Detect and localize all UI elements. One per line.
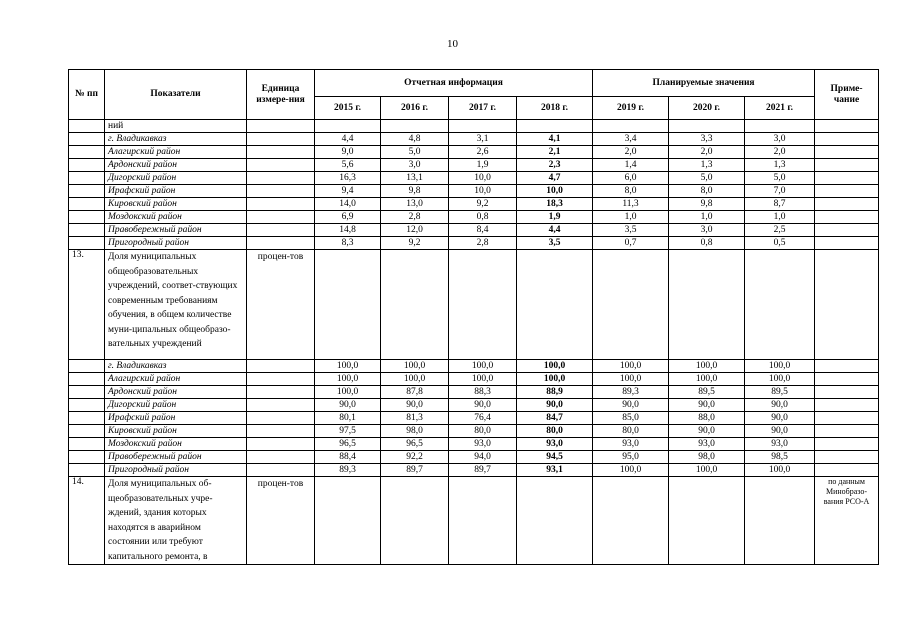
note-cell: [815, 250, 879, 360]
value-cell: 18,3: [517, 198, 593, 211]
note-cell: [815, 412, 879, 425]
unit-cell: [247, 386, 315, 399]
value-cell: 98,5: [745, 451, 815, 464]
table-row: [69, 399, 879, 412]
table-row: [69, 360, 879, 373]
value-cell: 9,0: [315, 146, 381, 159]
district-name: Алагирский район: [105, 373, 247, 386]
district-name: Дигорский район: [105, 172, 247, 185]
row-number-cell: [69, 399, 105, 412]
value-cell: 14,8: [315, 224, 381, 237]
value-cell: 10,0: [449, 185, 517, 198]
row-number-cell: [69, 386, 105, 399]
table-row: [69, 133, 879, 146]
header-year: 2021 г.: [745, 97, 815, 120]
value-cell: 1,0: [593, 211, 669, 224]
value-cell: 1,4: [593, 159, 669, 172]
value-cell: 4,4: [517, 224, 593, 237]
unit-cell: [247, 360, 315, 373]
value-cell: 1,0: [745, 211, 815, 224]
note-cell: [815, 464, 879, 477]
value-cell: 90,0: [593, 399, 669, 412]
unit-cell: процен-тов: [247, 477, 315, 565]
value-cell: 4,7: [517, 172, 593, 185]
row-number-cell: [69, 211, 105, 224]
value-cell: 100,0: [669, 360, 745, 373]
note-cell: [815, 159, 879, 172]
value-cell: 85,0: [593, 412, 669, 425]
value-cell: 90,0: [315, 399, 381, 412]
table-row: [69, 185, 879, 198]
unit-cell: [247, 146, 315, 159]
value-cell: 7,0: [745, 185, 815, 198]
value-cell: 100,0: [593, 360, 669, 373]
header-year: 2018 г.: [517, 97, 593, 120]
district-name: Ардонский район: [105, 386, 247, 399]
district-name: Правобережный район: [105, 224, 247, 237]
table-row: [69, 224, 879, 237]
note-cell: [815, 146, 879, 159]
district-name: г. Владикавказ: [105, 360, 247, 373]
unit-cell: [247, 198, 315, 211]
value-cell: 100,0: [593, 464, 669, 477]
header-year: 2020 г.: [669, 97, 745, 120]
value-cell: 100,0: [315, 386, 381, 399]
unit-cell: [247, 172, 315, 185]
value-cell: [315, 250, 381, 360]
value-cell: 100,0: [449, 373, 517, 386]
row-number-cell: [69, 451, 105, 464]
table-row: [69, 211, 879, 224]
table-row: [69, 237, 879, 250]
unit-cell: процен-тов: [247, 250, 315, 360]
value-cell: [449, 120, 517, 133]
value-cell: 88,4: [315, 451, 381, 464]
value-cell: [593, 120, 669, 133]
value-cell: 0,7: [593, 237, 669, 250]
table-row: [69, 451, 879, 464]
value-cell: 0,8: [449, 211, 517, 224]
value-cell: 13,1: [381, 172, 449, 185]
header-planned: Планируемые значения: [593, 70, 815, 97]
district-name: Правобережный район: [105, 451, 247, 464]
value-cell: 100,0: [517, 360, 593, 373]
value-cell: 90,0: [745, 425, 815, 438]
table-row: [69, 373, 879, 386]
value-cell: 89,3: [315, 464, 381, 477]
value-cell: [315, 477, 381, 565]
value-cell: 8,4: [449, 224, 517, 237]
unit-cell: [247, 451, 315, 464]
row-number-cell: [69, 185, 105, 198]
value-cell: [593, 477, 669, 565]
unit-cell: [247, 185, 315, 198]
value-cell: 100,0: [381, 373, 449, 386]
value-cell: 89,3: [593, 386, 669, 399]
value-cell: 88,9: [517, 386, 593, 399]
value-cell: 94,0: [449, 451, 517, 464]
value-cell: 100,0: [745, 360, 815, 373]
table-row: [69, 386, 879, 399]
district-name: г. Владикавказ: [105, 133, 247, 146]
district-name: Пригородный район: [105, 237, 247, 250]
value-cell: 0,5: [745, 237, 815, 250]
value-cell: 1,0: [669, 211, 745, 224]
unit-cell: [247, 211, 315, 224]
row-number-cell: [69, 159, 105, 172]
value-cell: 89,5: [669, 386, 745, 399]
value-cell: 100,0: [449, 360, 517, 373]
value-cell: 100,0: [745, 464, 815, 477]
value-cell: 81,3: [381, 412, 449, 425]
district-name: Кировский район: [105, 198, 247, 211]
value-cell: [669, 250, 745, 360]
value-cell: [517, 120, 593, 133]
district-name: Дигорский район: [105, 399, 247, 412]
value-cell: 1,9: [517, 211, 593, 224]
value-cell: [745, 250, 815, 360]
value-cell: [381, 120, 449, 133]
row-number-cell: [69, 172, 105, 185]
value-cell: 2,5: [745, 224, 815, 237]
row-number-cell: [69, 438, 105, 451]
value-cell: 100,0: [745, 373, 815, 386]
value-cell: 89,5: [745, 386, 815, 399]
value-cell: 3,1: [449, 133, 517, 146]
value-cell: 88,0: [669, 412, 745, 425]
unit-cell: [247, 412, 315, 425]
value-cell: 93,0: [517, 438, 593, 451]
note-cell: по данным Минобразо-вания РСО-А: [815, 477, 879, 565]
value-cell: 9,2: [449, 198, 517, 211]
value-cell: 5,0: [745, 172, 815, 185]
header-year: 2019 г.: [593, 97, 669, 120]
value-cell: 14,0: [315, 198, 381, 211]
value-cell: 93,0: [669, 438, 745, 451]
district-name: Ирафский район: [105, 412, 247, 425]
row-number-cell: [69, 133, 105, 146]
district-name: Ирафский район: [105, 185, 247, 198]
value-cell: 9,2: [381, 237, 449, 250]
value-cell: 88,3: [449, 386, 517, 399]
value-cell: 2,0: [745, 146, 815, 159]
value-cell: 2,0: [593, 146, 669, 159]
table-row: [69, 159, 879, 172]
value-cell: 11,3: [593, 198, 669, 211]
value-cell: 8,3: [315, 237, 381, 250]
row-number-cell: [69, 373, 105, 386]
note-cell: [815, 120, 879, 133]
value-cell: 3,0: [381, 159, 449, 172]
row-number: 14.: [69, 477, 105, 565]
note-cell: [815, 425, 879, 438]
value-cell: 8,0: [669, 185, 745, 198]
row-number-cell: [69, 464, 105, 477]
header-reported: Отчетная информация: [315, 70, 593, 97]
value-cell: 1,9: [449, 159, 517, 172]
value-cell: 8,7: [745, 198, 815, 211]
value-cell: 76,4: [449, 412, 517, 425]
value-cell: [745, 477, 815, 565]
value-cell: 1,3: [669, 159, 745, 172]
header-unit: Единица измере-ния: [247, 70, 315, 120]
district-name: Ардонский район: [105, 159, 247, 172]
value-cell: [449, 250, 517, 360]
value-cell: 97,5: [315, 425, 381, 438]
value-cell: 2,3: [517, 159, 593, 172]
value-cell: 98,0: [381, 425, 449, 438]
table-row: [69, 412, 879, 425]
row-number-cell: [69, 198, 105, 211]
value-cell: 100,0: [315, 373, 381, 386]
unit-cell: [247, 373, 315, 386]
unit-cell: [247, 133, 315, 146]
note-cell: [815, 172, 879, 185]
note-cell: [815, 185, 879, 198]
value-cell: 89,7: [449, 464, 517, 477]
row-number-cell: [69, 120, 105, 133]
value-cell: 87,8: [381, 386, 449, 399]
header-number: № пп: [69, 70, 105, 120]
note-cell: [815, 373, 879, 386]
value-cell: 100,0: [315, 360, 381, 373]
indicator-text: Доля муниципальных общеобразовательных учреждений, соответ-ствующих современным требованиям обучения, в общем количестве муни-ципальных общеобразо-вательных учреждений: [105, 250, 247, 360]
row-number-cell: [69, 360, 105, 373]
value-cell: 3,5: [517, 237, 593, 250]
value-cell: 2,8: [381, 211, 449, 224]
value-cell: 9,4: [315, 185, 381, 198]
page-number: 10: [447, 38, 458, 50]
value-cell: 2,6: [449, 146, 517, 159]
value-cell: 4,4: [315, 133, 381, 146]
header-year: 2017 г.: [449, 97, 517, 120]
value-cell: 2,0: [669, 146, 745, 159]
table-row: [69, 464, 879, 477]
value-cell: 9,8: [669, 198, 745, 211]
value-cell: 93,1: [517, 464, 593, 477]
value-cell: [669, 120, 745, 133]
value-cell: 80,1: [315, 412, 381, 425]
value-cell: 9,8: [381, 185, 449, 198]
value-cell: [669, 477, 745, 565]
unit-cell: [247, 120, 315, 133]
value-cell: 96,5: [381, 438, 449, 451]
value-cell: 90,0: [669, 399, 745, 412]
value-cell: 5,0: [381, 146, 449, 159]
value-cell: 3,4: [593, 133, 669, 146]
value-cell: 100,0: [669, 464, 745, 477]
value-cell: 92,2: [381, 451, 449, 464]
note-cell: [815, 237, 879, 250]
value-cell: 93,0: [449, 438, 517, 451]
table-row: [69, 120, 879, 133]
value-cell: 80,0: [593, 425, 669, 438]
value-cell: 80,0: [449, 425, 517, 438]
note-cell: [815, 224, 879, 237]
value-cell: 5,6: [315, 159, 381, 172]
table-row: [69, 198, 879, 211]
value-cell: 100,0: [669, 373, 745, 386]
district-name: Кировский район: [105, 425, 247, 438]
value-cell: 8,0: [593, 185, 669, 198]
value-cell: 6,0: [593, 172, 669, 185]
unit-cell: [247, 159, 315, 172]
unit-cell: [247, 438, 315, 451]
value-cell: 10,0: [517, 185, 593, 198]
value-cell: 6,9: [315, 211, 381, 224]
row-number-cell: [69, 412, 105, 425]
value-cell: 10,0: [449, 172, 517, 185]
value-cell: 2,8: [449, 237, 517, 250]
unit-cell: [247, 237, 315, 250]
district-name: Пригородный район: [105, 464, 247, 477]
value-cell: [517, 250, 593, 360]
value-cell: [381, 250, 449, 360]
table-row: [69, 172, 879, 185]
indicators-table: [68, 69, 879, 565]
value-cell: 98,0: [669, 451, 745, 464]
row-number-cell: [69, 237, 105, 250]
value-cell: 3,3: [669, 133, 745, 146]
table-row: [69, 425, 879, 438]
value-cell: 90,0: [517, 399, 593, 412]
indicator-continued-text: ний: [105, 120, 247, 133]
value-cell: [381, 477, 449, 565]
value-cell: 90,0: [449, 399, 517, 412]
value-cell: 96,5: [315, 438, 381, 451]
indicator-row-13: [69, 250, 879, 360]
value-cell: 100,0: [381, 360, 449, 373]
value-cell: 93,0: [745, 438, 815, 451]
district-name: Алагирский район: [105, 146, 247, 159]
note-cell: [815, 133, 879, 146]
value-cell: 3,5: [593, 224, 669, 237]
header-year: 2016 г.: [381, 97, 449, 120]
note-cell: [815, 198, 879, 211]
unit-cell: [247, 399, 315, 412]
value-cell: 80,0: [517, 425, 593, 438]
value-cell: 84,7: [517, 412, 593, 425]
row-number: 13.: [69, 250, 105, 360]
value-cell: 4,1: [517, 133, 593, 146]
value-cell: 4,8: [381, 133, 449, 146]
value-cell: 100,0: [593, 373, 669, 386]
value-cell: 93,0: [593, 438, 669, 451]
value-cell: 100,0: [517, 373, 593, 386]
value-cell: 12,0: [381, 224, 449, 237]
header-year: 2015 г.: [315, 97, 381, 120]
indicator-text: Доля муниципальных об-щеобразовательных учре-ждений, здания которых находятся в аварийном состоянии или требуют капитального ремонта, в: [105, 477, 247, 565]
value-cell: 5,0: [669, 172, 745, 185]
note-cell: [815, 360, 879, 373]
value-cell: 90,0: [745, 412, 815, 425]
district-name: Моздокский район: [105, 438, 247, 451]
value-cell: 2,1: [517, 146, 593, 159]
table-row: [69, 146, 879, 159]
note-cell: [815, 399, 879, 412]
note-cell: [815, 438, 879, 451]
indicator-row-14: [69, 477, 879, 565]
value-cell: 95,0: [593, 451, 669, 464]
value-cell: [315, 120, 381, 133]
row-number-cell: [69, 425, 105, 438]
unit-cell: [247, 464, 315, 477]
value-cell: 0,8: [669, 237, 745, 250]
header-note: Приме-чание: [815, 70, 879, 120]
row-number-cell: [69, 146, 105, 159]
value-cell: 13,0: [381, 198, 449, 211]
value-cell: [517, 477, 593, 565]
header-indicators: Показатели: [105, 70, 247, 120]
value-cell: 89,7: [381, 464, 449, 477]
value-cell: 90,0: [745, 399, 815, 412]
unit-cell: [247, 224, 315, 237]
note-cell: [815, 386, 879, 399]
table-row: [69, 438, 879, 451]
row-number-cell: [69, 224, 105, 237]
value-cell: [449, 477, 517, 565]
unit-cell: [247, 425, 315, 438]
note-cell: [815, 211, 879, 224]
value-cell: 1,3: [745, 159, 815, 172]
value-cell: 3,0: [745, 133, 815, 146]
value-cell: 94,5: [517, 451, 593, 464]
district-name: Моздокский район: [105, 211, 247, 224]
value-cell: [745, 120, 815, 133]
value-cell: 3,0: [669, 224, 745, 237]
value-cell: 90,0: [381, 399, 449, 412]
value-cell: 16,3: [315, 172, 381, 185]
header-row-main: [69, 70, 879, 97]
value-cell: 90,0: [669, 425, 745, 438]
value-cell: [593, 250, 669, 360]
note-cell: [815, 451, 879, 464]
